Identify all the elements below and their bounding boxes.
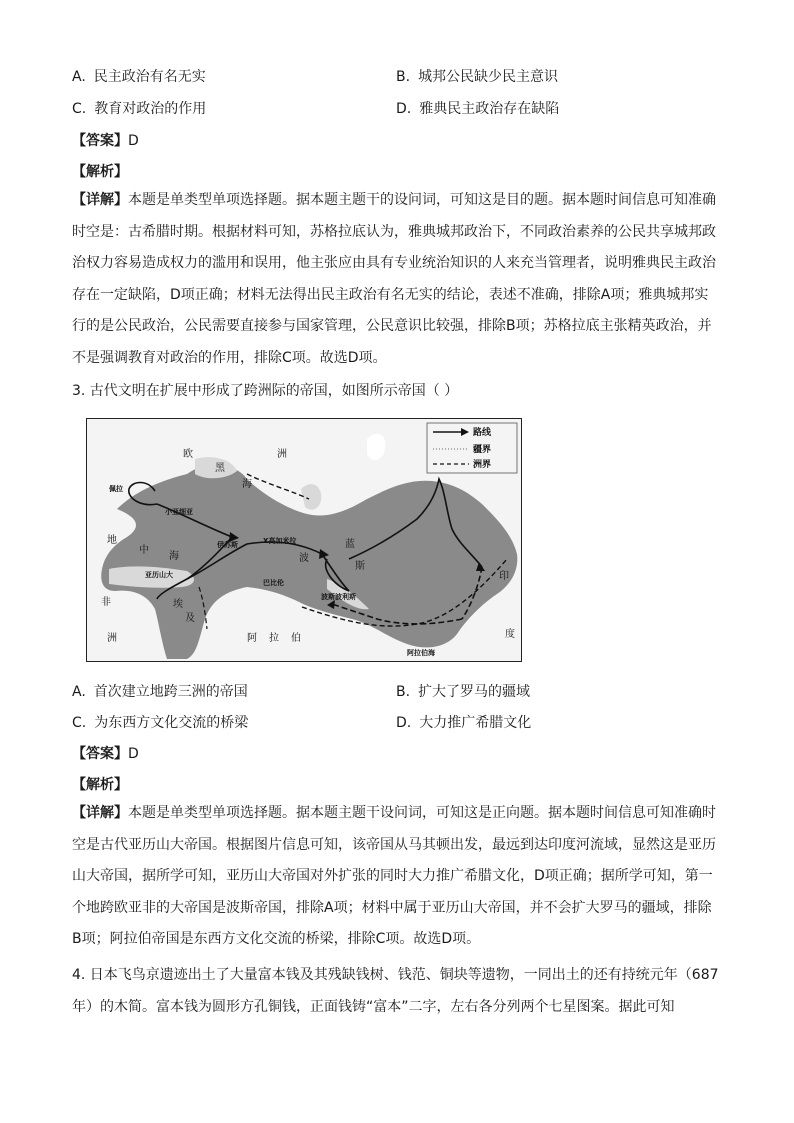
legend-route: 路线 <box>473 428 492 438</box>
detail-tag: 【详解】 <box>72 805 128 821</box>
map-svg <box>87 419 521 661</box>
detail-line: 时空是：古希腊时期。根据材料可知，苏格拉底认为，雅典城邦政治下，不同政治素养的公民共享城邦政 <box>72 223 716 240</box>
label-arabia-1: 阿 <box>247 633 257 644</box>
detail-line: B项；阿拉伯帝国是东西方文化交流的桥梁，排除C项。故选D项。 <box>72 931 481 947</box>
label-med-2: 中 <box>139 545 149 556</box>
option-text: 大力推广希腊文化 <box>419 715 532 731</box>
option-letter: B. <box>396 69 411 85</box>
label-asia-minor: 小亚细亚 <box>165 508 193 516</box>
q3-option-a <box>72 681 248 701</box>
q4-stem <box>72 960 722 1023</box>
option-letter: D. <box>396 715 412 731</box>
q3-option-d <box>396 712 531 732</box>
q3-stem: 3. 古代文明在扩展中形成了跨洲际的帝国，如图所示帝国（ ） <box>72 383 459 399</box>
label-gaugamela: X高加米拉 <box>263 537 297 545</box>
q4-line: 年）的木简。富本钱为圆形方孔铜钱，正面钱铸“富本”二字，左右各分列两个七星图案。据此可知 <box>72 998 675 1015</box>
q2-detail <box>72 185 722 374</box>
option-letter: D. <box>396 101 412 117</box>
q2-option-c <box>72 98 206 118</box>
label-med-1: 地 <box>107 535 117 546</box>
option-text: 扩大了罗马的疆域 <box>418 684 531 700</box>
label-arabia-2: 拉 <box>269 633 279 644</box>
q3-answer <box>72 743 139 763</box>
detail-line: 不是强调教育对政治的作用，排除C项。故选D项。 <box>72 349 387 366</box>
answer-tag: 【答案】 <box>72 746 128 762</box>
detail-line: 空是古代亚历山大帝国。根据图片信息可知，该帝国从马其顿出发，最远到达印度河流域，显然这是亚历 <box>72 836 716 853</box>
option-text: 教育对政治的作用 <box>94 101 207 117</box>
detail-line: 【详解】本题是单类型单项选择题。据本题主题干的设问词，可知这是目的题。据本题时间信息可知准确 <box>72 192 716 208</box>
label-issus: 伊苏斯 <box>217 541 238 549</box>
label-black-1: 黑 <box>215 463 225 474</box>
label-arabian-sea: 阿拉伯海 <box>407 649 435 657</box>
option-letter: C. <box>72 101 87 117</box>
label-persepolis: 波斯波利斯 <box>321 593 356 601</box>
answer-tag: 【答案】 <box>72 133 128 149</box>
q2-option-a <box>72 66 206 86</box>
label-pella: 佩拉 <box>109 485 123 493</box>
q3-analysis-tag: 【解析】 <box>72 777 128 793</box>
detail-line: 治权力容易造成权力的滥用和误用，他主张应由具有专业统治知识的人来充当管理者，说明雅典民主政治 <box>72 255 716 271</box>
option-letter: C. <box>72 715 87 731</box>
option-text: 民主政治有名无实 <box>93 69 206 85</box>
q4-line: 4. 日本飞鸟京遗迹出土了大量富本钱及其残缺钱树、钱范、铜块等遗物，一同出土的还有持统元年（687 <box>72 967 719 983</box>
q2-option-d <box>396 98 559 118</box>
q2-analysis-tag: 【解析】 <box>72 164 128 180</box>
option-letter: A. <box>72 69 86 85</box>
q3-option-c <box>72 712 248 732</box>
label-europe-1: 欧 <box>183 449 193 460</box>
legend-border: 疆界 <box>473 445 492 455</box>
option-text: 首次建立地跨三洲的帝国 <box>93 684 248 700</box>
answer-value: D <box>128 746 139 762</box>
label-africa-2: 洲 <box>107 633 117 644</box>
label-india-2: 度 <box>505 629 515 640</box>
detail-line: 山大帝国，据所学可知，亚历山大帝国对外扩张的同时大力推广希腊文化，D项正确；据所学可知，第一 <box>72 868 713 884</box>
option-text: 为东西方文化交流的桥梁 <box>94 715 249 731</box>
label-persia-1: 波 <box>299 553 309 564</box>
label-black-2: 海 <box>242 479 252 490</box>
answer-value: D <box>128 133 139 149</box>
option-text: 城邦公民缺少民主意识 <box>418 69 559 85</box>
q2-option-b <box>396 66 558 86</box>
option-letter: B. <box>396 684 411 700</box>
detail-line: 【详解】本题是单类型单项选择题。据本题主题干设问词，可知这是正向题。据本题时间信息可知准确时 <box>72 805 716 821</box>
label-india-1: 印 <box>499 571 509 582</box>
q3-detail <box>72 798 722 956</box>
detail-line: 个地跨欧亚非的大帝国是波斯帝国，排除A项；材料中属于亚历山大帝国，并不会扩大罗马的疆域，排除 <box>72 899 712 916</box>
detail-tag: 【详解】 <box>72 192 128 208</box>
label-europe-2: 洲 <box>277 449 287 460</box>
legend-continent: 洲界 <box>473 460 492 470</box>
q3-option-b <box>396 681 530 701</box>
label-alexandria: 亚历山大 <box>145 571 173 579</box>
alexander-empire-map <box>86 418 522 662</box>
label-plateau: 蓝 <box>345 539 355 550</box>
label-africa-1: 非 <box>101 597 111 608</box>
label-egypt-2: 及 <box>185 613 195 624</box>
label-egypt-1: 埃 <box>173 599 183 610</box>
label-arabia-3: 伯 <box>291 633 301 644</box>
white-landmass <box>367 434 385 460</box>
label-persia-2: 斯 <box>355 561 365 572</box>
caspian-sea <box>301 484 321 510</box>
option-text: 雅典民主政治存在缺陷 <box>419 101 560 117</box>
label-babylon: 巴比伦 <box>263 579 284 587</box>
detail-line: 存在一定缺陷，D项正确；材料无法得出民主政治有名无实的结论，表述不准确，排除A项；雅典城邦实 <box>72 286 709 303</box>
legend-box <box>427 423 517 473</box>
option-letter: A. <box>72 684 86 700</box>
q2-answer <box>72 130 139 150</box>
detail-line: 行的是公民政治，公民需要直接参与国家管理，公民意识比较强，排除B项；苏格拉底主张精英政治，并 <box>72 318 712 334</box>
label-med-3: 海 <box>169 551 179 562</box>
